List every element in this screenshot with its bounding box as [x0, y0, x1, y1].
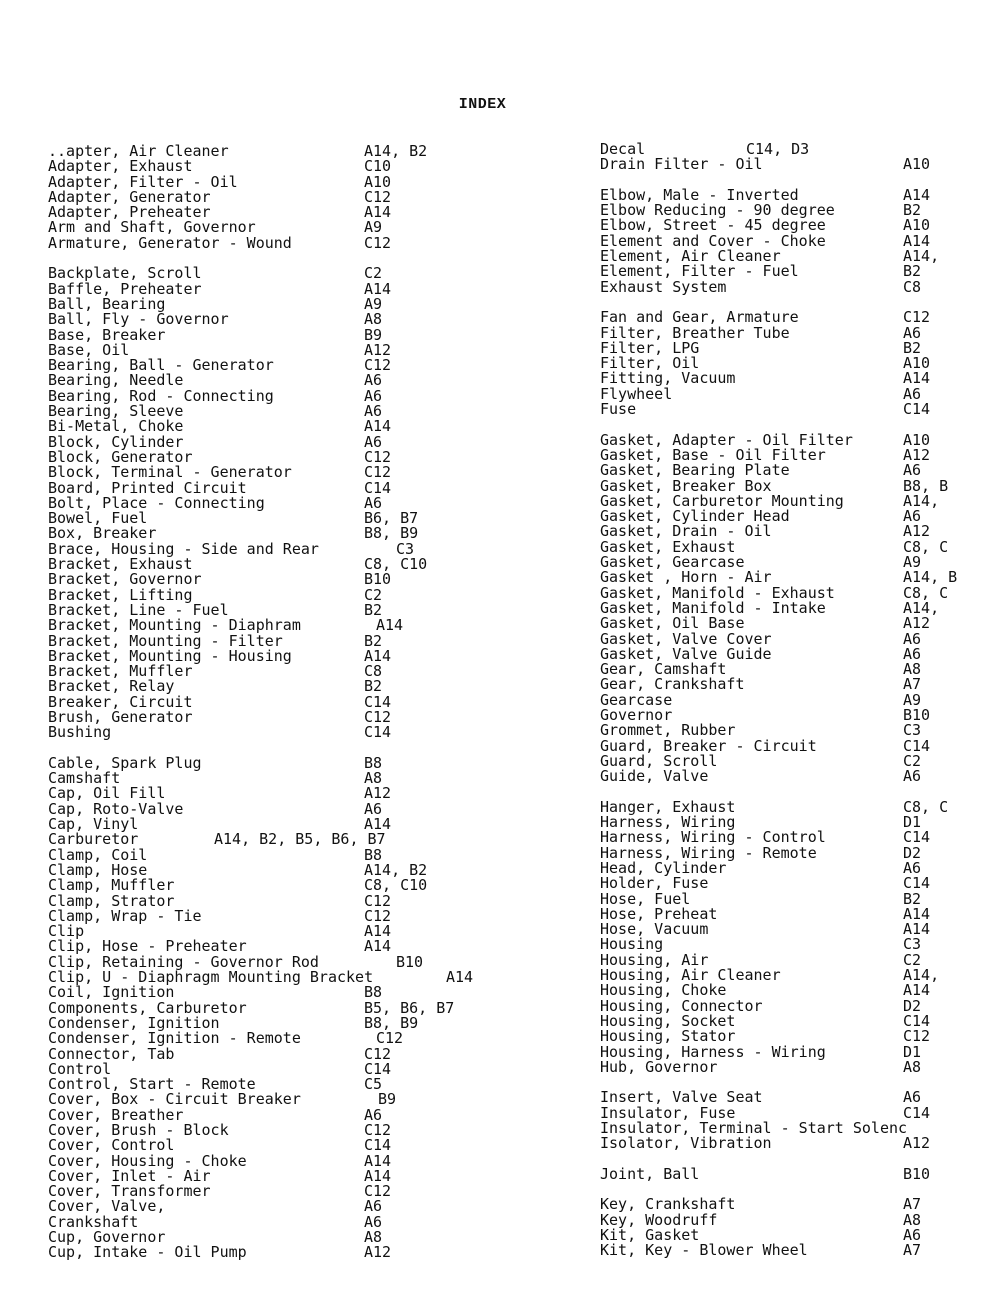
index-page-ref: B9 — [378, 1090, 397, 1109]
index-term: Coil, Ignition — [48, 983, 175, 1002]
page-title: INDEX — [458, 96, 507, 113]
index-term: Governor — [600, 705, 673, 724]
index-term: Base, Breaker — [48, 325, 166, 344]
index-term: Bracket, Line - Fuel — [48, 600, 229, 619]
index-page-ref: C12 — [364, 233, 392, 252]
index-page-ref: C12 — [364, 1182, 392, 1201]
index-term: Guide, Valve — [600, 767, 709, 786]
index-term: Fuse — [600, 400, 637, 419]
index-page-ref: C14 — [903, 874, 931, 893]
index-term: Harness, Wiring - Remote — [600, 843, 817, 862]
index-page-ref: A12 — [364, 340, 392, 359]
index-page-ref: A9 — [903, 553, 922, 572]
index-term: Bracket, Lifting — [48, 585, 193, 604]
index-page-ref: A14 — [364, 279, 392, 298]
index-page-ref: C5 — [364, 1075, 383, 1094]
index-page-ref: A6 — [903, 461, 922, 480]
index-entry — [600, 277, 980, 296]
index-page-ref: C10 — [364, 157, 392, 176]
index-term: Clamp, Coil — [48, 845, 148, 864]
index-term: Bearing, Needle — [48, 371, 184, 390]
index-term: Bracket, Mounting - Housing — [48, 646, 292, 665]
index-entry — [600, 1243, 980, 1258]
index-term: Gasket , Horn - Air — [600, 568, 772, 587]
index-term: Bracket, Exhaust — [48, 555, 193, 574]
index-term: Baffle, Preheater — [48, 279, 202, 298]
index-page-ref: A6 — [364, 386, 383, 405]
index-entry — [600, 1057, 980, 1076]
index-term: Clamp, Strator — [48, 891, 175, 910]
index-term: Adapter, Preheater — [48, 203, 211, 222]
index-page-ref: A10 — [903, 216, 931, 235]
index-page-ref: B10 — [364, 570, 392, 589]
index-term: Elbow, Street - 45 degree — [600, 216, 826, 235]
index-term: Gasket, Gearcase — [600, 553, 745, 572]
index-page-ref: A6 — [903, 767, 922, 786]
index-term: Head, Cylinder — [600, 858, 727, 877]
index-entry — [48, 1044, 488, 1063]
index-term: Condenser, Ignition - Remote — [48, 1029, 301, 1048]
index-page-ref: A6 — [364, 1197, 383, 1216]
index-page-ref: A7 — [903, 1241, 922, 1259]
index-page-ref: B2 — [364, 600, 383, 619]
index-left-column — [48, 144, 488, 1261]
index-page-ref: B8 — [364, 753, 383, 772]
index-term: Gear, Crankshaft — [600, 675, 745, 694]
index-term: Harness, Wiring — [600, 813, 736, 832]
index-term: Gasket, Base - Oil Filter — [600, 445, 826, 464]
index-page-ref: A8 — [903, 1057, 922, 1076]
index-term: Elbow Reducing - 90 degree — [600, 201, 835, 220]
index-term: Block, Cylinder — [48, 432, 184, 451]
index-page-ref: C12 — [903, 1027, 931, 1046]
index-entry — [48, 725, 488, 740]
index-page-ref: A8 — [364, 769, 383, 788]
index-term: Insert, Valve Seat — [600, 1088, 763, 1107]
index-page-ref: B2 — [364, 677, 383, 696]
index-page-ref: C12 — [364, 356, 392, 375]
index-term: Gasket, Manifold - Intake — [600, 598, 826, 617]
index-page-ref: D1 — [903, 813, 922, 832]
index-term: Gasket, Manifold - Exhaust — [600, 583, 835, 602]
index-term: Cover, Transformer — [48, 1182, 211, 1201]
index-page-ref: B8, B9 — [364, 524, 419, 543]
index-page-ref: A14, — [903, 247, 940, 266]
index-page-ref: B8 — [364, 845, 383, 864]
index-page-ref: A12 — [903, 522, 931, 541]
index-term: Element, Air Cleaner — [600, 247, 781, 266]
index-term: Hanger, Exhaust — [600, 797, 736, 816]
index-page-ref: C14 — [364, 692, 392, 711]
index-term: Housing — [600, 935, 664, 954]
index-page-ref: C12 — [903, 308, 931, 327]
index-term: Cup, Intake - Oil Pump — [48, 1243, 247, 1262]
index-term: Base, Oil — [48, 340, 130, 359]
index-page-ref: C3 — [903, 935, 922, 954]
index-term: Hose, Fuel — [600, 889, 691, 908]
index-page-ref: C3 — [903, 721, 922, 740]
index-page-ref: C14 — [903, 828, 931, 847]
index-page-ref: A14, — [903, 598, 940, 617]
index-term: Flywheel — [600, 384, 673, 403]
index-term: Armature, Generator - Wound — [48, 233, 292, 252]
index-term: Brace, Housing - Side and Rear — [48, 539, 319, 558]
index-term: Bearing, Ball - Generator — [48, 356, 274, 375]
index-right-column — [600, 142, 985, 1259]
index-entry — [600, 157, 980, 172]
index-page-ref: C8 — [903, 277, 922, 296]
index-page-ref: B5, B6, B7 — [364, 998, 455, 1017]
index-term: Camshaft — [48, 769, 121, 788]
index-term: Components, Carburetor — [48, 998, 247, 1017]
index-page-ref: C14 — [903, 1011, 931, 1030]
index-page-ref: A14 — [903, 231, 931, 250]
index-term: Gasket, Drain - Oil — [600, 522, 772, 541]
index-term: Breaker, Circuit — [48, 692, 193, 711]
index-page-ref: A7 — [903, 1195, 922, 1214]
index-term: Board, Printed Circuit — [48, 478, 247, 497]
index-term: Arm and Shaft, Governor — [48, 218, 256, 237]
index-page-ref: A14 — [364, 922, 392, 941]
index-term: Exhaust System — [600, 277, 727, 296]
index-term: Filter, Oil — [600, 354, 700, 373]
index-page-ref: C2 — [903, 950, 922, 969]
index-page-ref: A14 — [364, 815, 392, 834]
index-term: Bearing, Rod - Connecting — [48, 386, 274, 405]
index-page-ref: B10 — [396, 952, 424, 971]
index-page-ref: A6 — [364, 799, 383, 818]
index-page-ref: A14 — [376, 616, 404, 635]
index-term: Gasket, Exhaust — [600, 537, 736, 556]
index-term: Cap, Oil Fill — [48, 784, 166, 803]
index-term: Key, Crankshaft — [600, 1195, 736, 1214]
index-entry — [48, 233, 488, 252]
index-entry — [600, 1136, 980, 1151]
index-term: Block, Generator — [48, 447, 193, 466]
index-page-ref: A14, B2, B5, B6, B7 — [214, 830, 386, 849]
index-page-ref: A9 — [364, 218, 383, 237]
index-term: Insulator, Terminal - Start Solenc — [600, 1119, 908, 1137]
index-page-ref: B8 — [364, 983, 383, 1002]
index-page-ref: C12 — [364, 187, 392, 206]
index-term: Hose, Vacuum — [600, 920, 709, 939]
index-page-ref: A9 — [903, 690, 922, 709]
index-term: Cap, Vinyl — [48, 815, 139, 834]
index-term: Clamp, Muffler — [48, 876, 175, 895]
index-page-ref: A8 — [364, 310, 383, 329]
index-term: Gasket, Bearing Plate — [600, 461, 790, 480]
index-term: Clip, Hose - Preheater — [48, 937, 247, 956]
index-page-ref: A10 — [903, 155, 931, 174]
index-term: Ball, Bearing — [48, 294, 166, 313]
index-term: Gear, Camshaft — [600, 660, 727, 679]
index-term: Housing, Connector — [600, 996, 763, 1015]
index-page-ref: C12 — [364, 463, 392, 482]
index-term: Cap, Roto-Valve — [48, 799, 184, 818]
index-page-ref: C14 — [903, 1103, 931, 1122]
index-page-ref: B2 — [903, 338, 922, 357]
index-page-ref: B2 — [903, 201, 922, 220]
index-page-ref: A8 — [364, 1228, 383, 1247]
index-page-ref: A10 — [903, 430, 931, 449]
index-page-ref: C12 — [364, 891, 392, 910]
index-term: Decal — [600, 142, 646, 158]
index-page-ref: C2 — [364, 264, 383, 283]
index-page-ref: A8 — [903, 660, 922, 679]
index-term: Cover, Valve, — [48, 1197, 166, 1216]
index-entry — [600, 1164, 980, 1183]
index-term: Elbow, Male - Inverted — [600, 185, 799, 204]
index-page-ref: A14, B2 — [364, 860, 428, 879]
index-term: Guard, Scroll — [600, 751, 718, 770]
index-page-ref: A14 — [364, 1166, 392, 1185]
index-term: Clip, U - Diaphragm Mounting Bracket — [48, 968, 374, 987]
index-term: Bracket, Mounting - Filter — [48, 631, 283, 650]
index-page-ref: C12 — [376, 1029, 404, 1048]
index-page-ref: A6 — [903, 384, 922, 403]
index-page-ref: A14 — [903, 369, 931, 388]
index-term: Hose, Preheat — [600, 904, 718, 923]
index-page-ref: B10 — [903, 705, 931, 724]
index-page-ref: C14 — [364, 478, 392, 497]
index-term: Housing, Choke — [600, 981, 727, 1000]
index-page-ref: A6 — [903, 323, 922, 342]
index-page-ref: A14 — [364, 937, 392, 956]
index-page-ref: A6 — [364, 1105, 383, 1124]
index-entry — [48, 707, 488, 726]
index-term: Joint, Ball — [600, 1164, 700, 1183]
index-page-ref: C14 — [903, 400, 931, 419]
index-term: Bowel, Fuel — [48, 509, 148, 528]
index-page-ref: B2 — [903, 889, 922, 908]
index-page-ref: A6 — [903, 644, 922, 663]
index-page-ref: C14 — [364, 723, 392, 742]
index-term: Gasket, Cylinder Head — [600, 507, 790, 526]
index-term: Bracket, Governor — [48, 570, 202, 589]
index-term: Insulator, Fuse — [600, 1103, 736, 1122]
index-page-ref: C14 — [364, 1136, 392, 1155]
index-term: Block, Terminal - Generator — [48, 463, 292, 482]
index-term: Cover, Brush - Block — [48, 1121, 229, 1139]
index-term: Bi-Metal, Choke — [48, 417, 184, 436]
index-term: Fan and Gear, Armature — [600, 308, 799, 327]
index-term: Kit, Gasket — [600, 1226, 700, 1245]
index-term: Clip, Retaining - Governor Rod — [48, 952, 319, 971]
index-page-ref: B8, B9 — [364, 1013, 419, 1032]
index-page-ref: A14, — [903, 491, 940, 510]
index-page-ref: C2 — [903, 751, 922, 770]
index-page-ref: A14 — [364, 203, 392, 222]
index-term: Backplate, Scroll — [48, 264, 202, 283]
index-term: Cover, Breather — [48, 1105, 184, 1124]
index-term: Housing, Air Cleaner — [600, 966, 781, 985]
index-page-ref: A14 — [903, 920, 931, 939]
index-term: Cup, Governor — [48, 1228, 166, 1247]
index-page-ref: B9 — [364, 325, 383, 344]
index-page-ref: C14 — [364, 1059, 392, 1078]
index-page-ref: A9 — [364, 294, 383, 313]
index-term: Carburetor — [48, 830, 139, 849]
index-page-ref: C8, C — [903, 583, 949, 602]
index-term: Harness, Wiring - Control — [600, 828, 826, 847]
index-term: Cable, Spark Plug — [48, 753, 202, 772]
index-entry — [600, 402, 980, 417]
index-page-ref: A14 — [364, 646, 392, 665]
index-term: Kit, Key - Blower Wheel — [600, 1241, 808, 1259]
index-page-ref: A6 — [903, 507, 922, 526]
index-term: Bolt, Place - Connecting — [48, 493, 265, 512]
index-term: Isolator, Vibration — [600, 1134, 772, 1153]
index-page-ref: D2 — [903, 843, 922, 862]
index-page-ref: A6 — [364, 493, 383, 512]
index-page-ref: C12 — [364, 447, 392, 466]
index-term: Element, Filter - Fuel — [600, 262, 799, 281]
index-term: Bracket, Relay — [48, 677, 175, 696]
index-term: Bracket, Muffler — [48, 662, 193, 681]
index-term: Gasket, Adapter - Oil Filter — [600, 430, 853, 449]
index-page-ref: C2 — [364, 585, 383, 604]
index-term: Fitting, Vacuum — [600, 369, 736, 388]
index-term: Housing, Air — [600, 950, 709, 969]
index-page-ref: A6 — [364, 432, 383, 451]
index-page-ref: C8, C — [903, 797, 949, 816]
index-page-ref: A14, — [903, 966, 940, 985]
index-page-ref: C8, C — [903, 537, 949, 556]
index-page-ref: D1 — [903, 1042, 922, 1061]
index-term: Gasket, Breaker Box — [600, 476, 772, 495]
index-page-ref: A14 — [903, 185, 931, 204]
index-page-ref: A12 — [903, 445, 931, 464]
index-term: Gasket, Valve Guide — [600, 644, 772, 663]
index-term: Connector, Tab — [48, 1044, 175, 1063]
index-term: Housing, Socket — [600, 1011, 736, 1030]
index-page-ref: A12 — [364, 784, 392, 803]
index-page-ref: C12 — [364, 906, 392, 925]
index-term: Key, Woodruff — [600, 1210, 718, 1229]
index-page-ref: A14 — [903, 981, 931, 1000]
index-term: Clip — [48, 922, 85, 941]
index-page-ref: B6, B7 — [364, 509, 419, 528]
index-page-ref: C12 — [364, 1044, 392, 1063]
index-term: Adapter, Generator — [48, 187, 211, 206]
index-page-ref: C8, C10 — [364, 555, 428, 574]
index-term: Bracket, Mounting - Diaphram — [48, 616, 301, 635]
index-page-ref: A6 — [903, 629, 922, 648]
index-term: Filter, LPG — [600, 338, 700, 357]
index-page-ref: A12 — [364, 1243, 392, 1262]
index-page-ref: A6 — [364, 402, 383, 421]
index-page-ref: A6 — [903, 858, 922, 877]
index-page-ref: A14 — [364, 417, 392, 436]
index-page-ref: C14, D3 — [746, 142, 810, 158]
index-term: Cover, Inlet - Air — [48, 1166, 211, 1185]
index-term: Control, Start - Remote — [48, 1075, 256, 1094]
index-page-ref: A12 — [903, 1134, 931, 1153]
index-term: Adapter, Exhaust — [48, 157, 193, 176]
index-entry — [48, 1245, 488, 1260]
index-page-ref: A12 — [903, 614, 931, 633]
index-term: Control — [48, 1059, 112, 1078]
index-page-ref: A8 — [903, 1210, 922, 1229]
index-page-ref: A6 — [903, 1088, 922, 1107]
index-term: Holder, Fuse — [600, 874, 709, 893]
index-term: Drain Filter - Oil — [600, 155, 763, 174]
index-page-ref: A14 — [446, 968, 474, 987]
index-term: Bushing — [48, 723, 112, 742]
index-term: Gasket, Valve Cover — [600, 629, 772, 648]
index-page-ref: A10 — [903, 354, 931, 373]
index-term: Guard, Breaker - Circuit — [600, 736, 817, 755]
index-term: ..apter, Air Cleaner — [48, 142, 229, 160]
index-page-ref: A14, B — [903, 568, 958, 587]
index-page-ref: A10 — [364, 172, 392, 191]
index-term: Housing, Stator — [600, 1027, 736, 1046]
index-term: Cover, Box - Circuit Breaker — [48, 1090, 301, 1109]
index-term: Filter, Breather Tube — [600, 323, 790, 342]
index-page-ref: B10 — [903, 1164, 931, 1183]
index-page-ref: A14, B2 — [364, 142, 428, 160]
index-term: Condenser, Ignition — [48, 1013, 220, 1032]
index-page-ref: A6 — [364, 1212, 383, 1231]
index-page-ref: C12 — [364, 707, 392, 726]
index-entry — [600, 769, 980, 784]
index-page-ref: A7 — [903, 675, 922, 694]
index-term: Gasket, Carburetor Mounting — [600, 491, 844, 510]
index-page-ref: B2 — [903, 262, 922, 281]
index-entry — [48, 906, 488, 925]
index-term: Housing, Harness - Wiring — [600, 1042, 826, 1061]
index-page-ref: C3 — [396, 539, 415, 558]
index-page-ref: A6 — [364, 371, 383, 390]
index-term: Cover, Housing - Choke — [48, 1151, 247, 1170]
index-page-ref: C12 — [364, 1121, 392, 1139]
index-page-ref: A14 — [364, 1151, 392, 1170]
index-page-ref: C8 — [364, 662, 383, 681]
index-page-ref: A6 — [903, 1226, 922, 1245]
index-page-ref: D2 — [903, 996, 922, 1015]
index-page-ref: C14 — [903, 736, 931, 755]
index-term: Hub, Governor — [600, 1057, 718, 1076]
index-term: Adapter, Filter - Oil — [48, 172, 238, 191]
index-term: Ball, Fly - Governor — [48, 310, 229, 329]
index-term: Element and Cover - Choke — [600, 231, 826, 250]
index-term: Clamp, Wrap - Tie — [48, 906, 202, 925]
index-term: Box, Breaker — [48, 524, 157, 543]
index-page-ref: B2 — [364, 631, 383, 650]
index-term: Brush, Generator — [48, 707, 193, 726]
index-term: Gasket, Oil Base — [600, 614, 745, 633]
index-page-ref: B8, B — [903, 476, 949, 495]
index-page-ref: A14 — [903, 904, 931, 923]
index-term: Clamp, Hose — [48, 860, 148, 879]
index-term: Gearcase — [600, 690, 673, 709]
index-term: Grommet, Rubber — [600, 721, 736, 740]
index-term: Crankshaft — [48, 1212, 139, 1231]
index-term: Cover, Control — [48, 1136, 175, 1155]
index-term: Bearing, Sleeve — [48, 402, 184, 421]
index-page-ref: C8, C10 — [364, 876, 428, 895]
